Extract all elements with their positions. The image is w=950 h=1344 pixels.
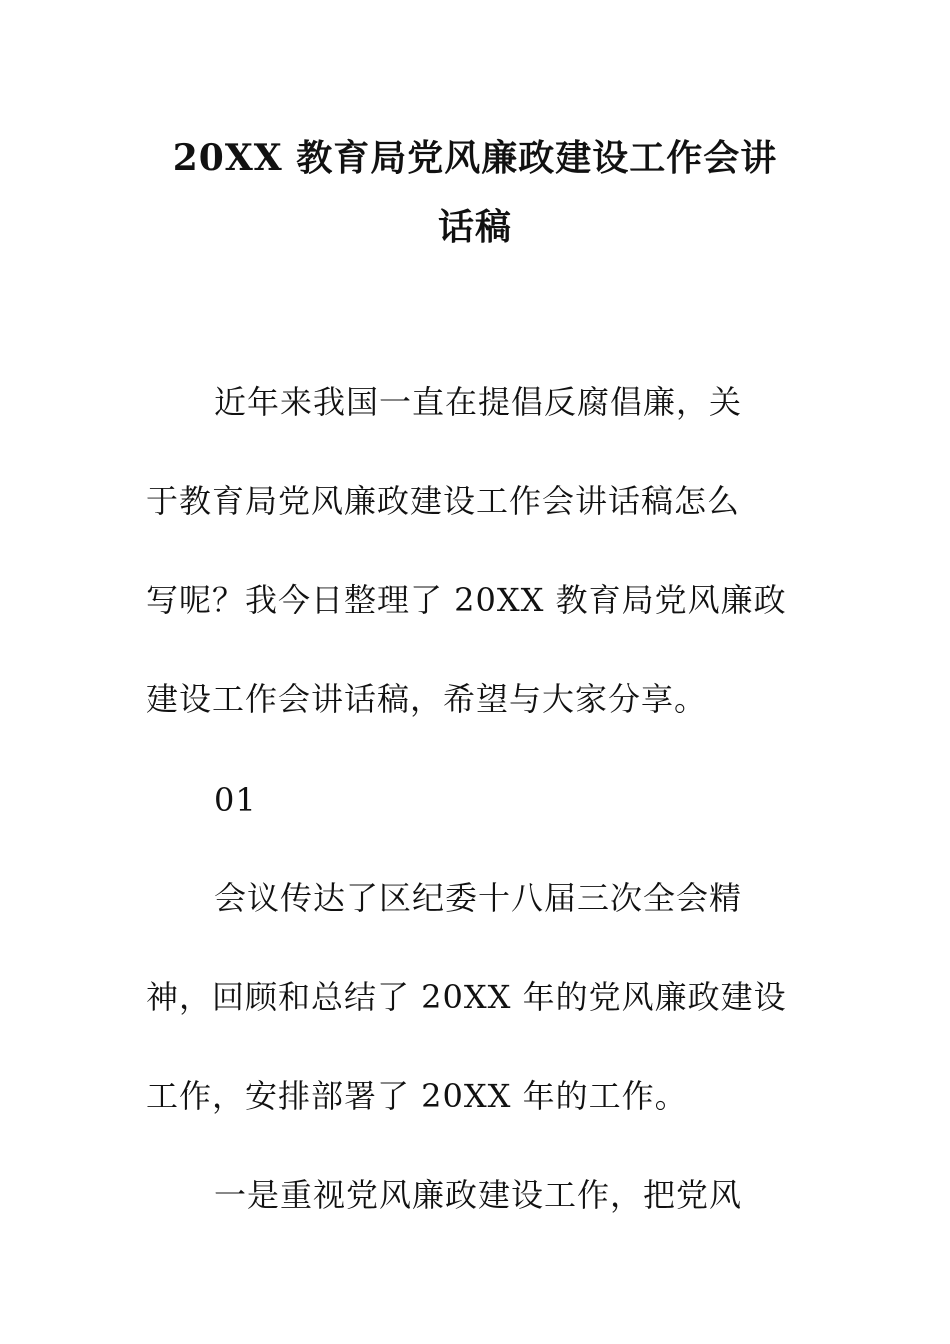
body-line-1: 近年来我国一直在提倡反腐倡廉，关 — [214, 383, 743, 421]
body-line-8: 工作，安排部署了 20XX 年的工作。 — [146, 1077, 688, 1115]
section-number: 01 — [214, 781, 257, 819]
body-line-7: 神，回顾和总结了 20XX 年的党风廉政建设 — [146, 978, 787, 1016]
body-line-6: 会议传达了区纪委十八届三次全会精 — [214, 879, 743, 917]
document-title-line-1: 20XX 教育局党风廉政建设工作会讲 — [172, 137, 778, 179]
document-title-line-2: 话稿 — [437, 206, 512, 248]
body-line-3: 写呢？我今日整理了 20XX 教育局党风廉政 — [146, 581, 787, 619]
body-line-2: 于教育局党风廉政建设工作会讲话稿怎么 — [146, 482, 741, 520]
body-line-4: 建设工作会讲话稿，希望与大家分享。 — [146, 680, 708, 718]
body-line-9: 一是重视党风廉政建设工作，把党风 — [214, 1176, 743, 1214]
